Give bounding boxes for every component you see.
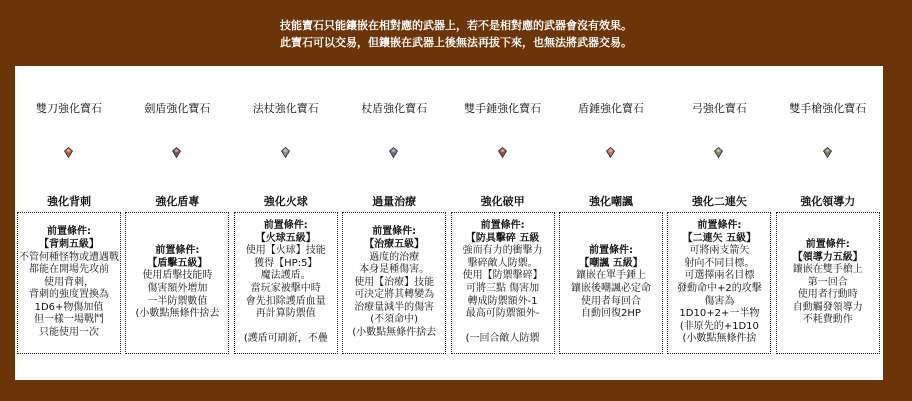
dual-blade-gem-icon [64,147,73,158]
description-line: 鑲嵌在雙手槍上 [792,264,863,276]
description-line: 可將三點 傷害加 [466,283,540,294]
two-hand-hammer-gem-icon [498,147,507,158]
description-line: 【防具擊碎 五級 [465,232,540,244]
two-hand-spear-gem-icon [823,147,832,158]
description-line: (護盾可刷新，不疊 [243,333,328,345]
description-line: 使用者行動時 [797,289,858,301]
description-line: 前置條件: [263,220,308,232]
description-line: 都能在開場先攻前 [29,264,109,276]
gem-column-7 [665,66,773,380]
description-line: 只能使用一次 [39,327,99,339]
description-line: 【領導力五級】 [792,251,863,263]
description-line: (小數點無條件捨 [682,333,757,345]
description-line: 強而有力的衝擊力 [462,245,543,257]
description-line: (非原先的+1D10 [679,320,759,332]
description-line: 前置條件: [372,226,417,238]
description-line: 【嘲諷 五級】 [579,257,643,269]
skill-title: 強化背刺 [47,195,91,208]
description-line: 使用【治療】技能 [354,276,435,288]
description-line [452,321,554,334]
description-line: 但一樣一場戰鬥 [34,314,104,326]
description-line: 當玩家被擊中時 [250,283,321,294]
description-line: 【盾擊五級】 [147,257,208,269]
description-line: 會先扣除護盾血量 [245,295,326,307]
description-line: 使用者每回合 [581,295,641,307]
description-line: 前置條件: [697,220,742,232]
shield-hammer-gem-icon [606,147,615,158]
gem-column-4 [340,66,448,380]
description-line: 使用盾擊技能時 [142,270,213,282]
gem-column-8 [774,66,882,380]
description-line: 自動觸發領導力 [792,301,863,313]
skill-description [776,212,880,354]
skill-title: 強化二連矢 [691,195,747,208]
gem-column-6 [557,66,665,380]
skill-description [17,212,121,354]
skill-description [125,212,229,354]
skill-title: 強化領導力 [800,195,856,208]
description-line: 使用【火球】技能 [245,245,326,257]
description-line: 可選擇兩名目標 [684,270,755,282]
skill-description [342,212,446,354]
description-line: 轉成防禦額外-1 [467,295,538,307]
description-line: 傷害額外增加 [147,283,208,294]
description-line: 可將兩支箭矢 [689,245,750,257]
description-line: 射向不同目標。 [684,257,755,269]
gem-name: 杖盾強化寶石 [361,102,428,115]
description-line: 前置條件: [805,238,850,250]
description-line: (小數點無條件捨去 [352,327,437,339]
description-line: (一回合敵人防禦 [465,333,540,345]
gem-panel [15,66,883,380]
description-line: (小數點無條件捨去 [135,308,220,320]
description-line: 不耗費動作 [802,314,853,326]
description-line: 再計算防禦值 [255,308,316,320]
description-line: 過度的治療 [369,251,420,263]
skill-title: 強化嘲諷 [589,195,633,208]
notice-line-1: 技能寶石只能鑲嵌在相對應的武器上，若不是相對應的武器會沒有效果。 [280,19,632,32]
skill-title: 強化盾專 [155,195,200,208]
sword-shield-gem-icon [172,147,181,158]
description-line: 本身是種傷害。 [359,264,430,276]
skill-description [451,212,555,354]
description-line: 前置條件: [589,245,633,257]
description-line: (不須命中) [370,314,419,326]
description-line: 【背刺五級】 [39,238,99,250]
notice-line-2: 此寶石可以交易，但鑲嵌在武器上後無法再拔下來，也無法將武器交易。 [280,36,632,49]
skill-title: 強化火球 [263,195,308,208]
staff-shield-gem-icon [389,147,398,158]
description-line: 可決定將其轉變為 [354,289,435,301]
description-line: 1D6+物傷加值 [34,301,104,313]
description-line: 治療量減半的傷害 [354,301,435,313]
skill-description [559,212,663,354]
description-line: 【火球五級】 [255,232,316,244]
description-line: 前置條件: [480,220,525,232]
description-line: 使用【防禦擊碎】 [462,270,543,282]
bow-gem-icon [714,147,723,158]
description-line: 前置條件: [47,226,91,238]
skill-description [667,212,771,354]
description-line: 使用背刺， [44,276,94,288]
description-line [235,321,337,334]
description-line: 1D10+2+一半物 [679,308,760,320]
description-line: 獲得【HP:5】 [254,257,318,269]
gem-column-3 [232,66,340,380]
staff-gem-icon [281,147,290,158]
gem-name: 弓強化寶石 [691,102,747,115]
description-line: 【二連矢 五級】 [682,232,757,244]
notice-header [0,0,912,66]
description-line: 發動命中+2的攻擊 [677,283,762,294]
description-line: 第一回合 [807,276,848,288]
description-line: 背刺的強度置換為 [29,289,109,301]
description-line: 擊碎敵人防禦。 [467,257,538,269]
description-line: 魔法護盾。 [260,270,311,282]
gem-name: 雙手槍強化寶石 [789,102,867,115]
gem-column-2 [123,66,231,380]
description-line: 不管何種怪物或遭遇戰 [19,251,119,263]
skill-title: 過量治療 [372,195,417,208]
description-line: 傷害為 [704,295,735,307]
description-line: 自動回復2HP [581,308,641,320]
description-line: 【治療五級】 [364,238,425,250]
description-line: 一半防禦數值 [147,295,208,307]
gem-name: 雙手錘強化寶石 [464,102,542,115]
gem-name: 盾錘強化寶石 [578,102,644,115]
gem-name: 雙刀強化寶石 [36,102,102,115]
gem-column-5 [449,66,557,380]
gem-name: 法杖強化寶石 [252,102,319,115]
description-line: 最高可防禦額外- [465,308,540,320]
skill-description [234,212,338,354]
gem-column-1 [15,66,123,380]
description-line: 鑲嵌在單手錘上 [576,270,646,282]
description-line: 鑲嵌後嘲諷必定命 [571,283,651,294]
description-line: 前置條件: [155,245,200,257]
gem-name: 劍盾強化寶石 [144,102,211,115]
skill-title: 強化破甲 [480,195,525,208]
